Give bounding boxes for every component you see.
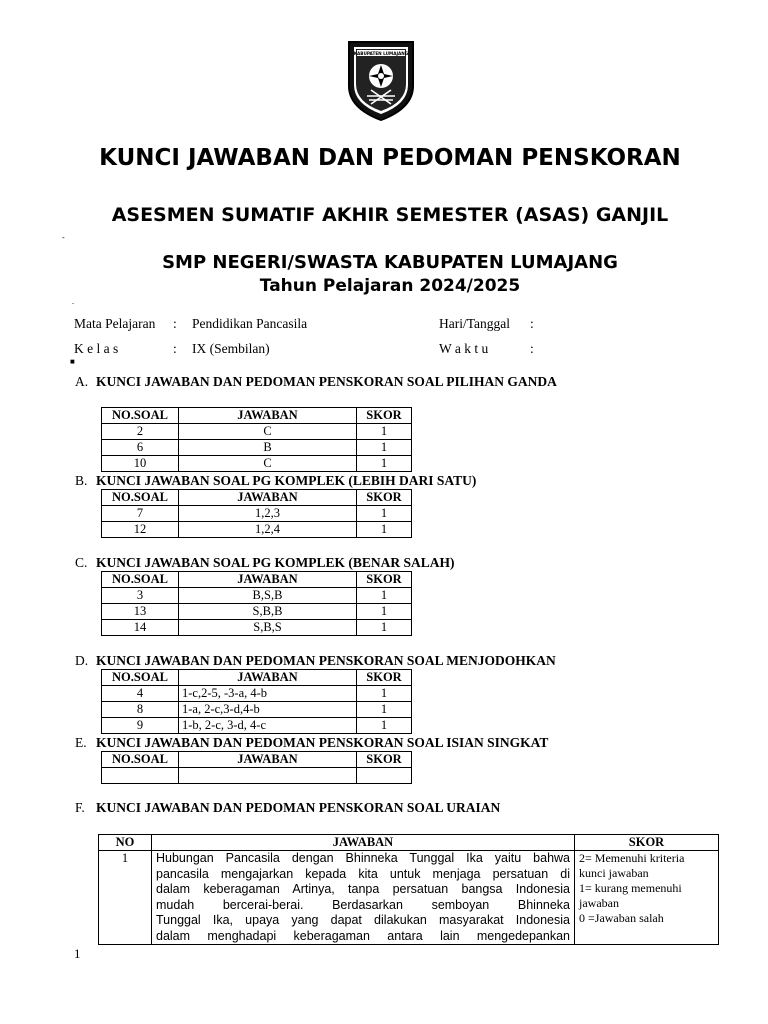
subject-label: Mata Pelajaran bbox=[74, 316, 156, 331]
header-jawaban: JAWABAN bbox=[152, 835, 575, 851]
section-b-heading bbox=[75, 473, 476, 489]
score-criterion: 2= Memenuhi kriteria kunci jawaban bbox=[579, 851, 685, 880]
cell-jawaban: C bbox=[179, 456, 357, 472]
stray-mark: - bbox=[62, 233, 65, 242]
cell-jawaban: 1-b, 2-c, 3-d, 4-c bbox=[179, 718, 357, 734]
table-row bbox=[99, 851, 719, 945]
table-header-row bbox=[102, 752, 412, 768]
table-header-row bbox=[102, 670, 412, 686]
header-no: NO.SOAL bbox=[102, 490, 179, 506]
table-header-row bbox=[102, 572, 412, 588]
cell-no: 3 bbox=[102, 588, 179, 604]
table-row bbox=[102, 604, 412, 620]
section-c-heading bbox=[75, 555, 455, 571]
section-title: KUNCI JAWABAN DAN PEDOMAN PENSKORAN SOAL PILIHAN GANDA bbox=[96, 374, 557, 389]
table-header-row bbox=[99, 835, 719, 851]
answer-line: Tunggal Ika, upaya yang dapat dilakukan masyarakat Indonesia bbox=[156, 913, 570, 927]
cell-no: 9 bbox=[102, 718, 179, 734]
cell-jawaban bbox=[179, 768, 357, 784]
essay-answer-table bbox=[98, 834, 719, 945]
header-jawaban: JAWABAN bbox=[179, 490, 357, 506]
table-row bbox=[102, 620, 412, 636]
header-no: NO.SOAL bbox=[102, 752, 179, 768]
section-title: KUNCI JAWABAN DAN PEDOMAN PENSKORAN SOAL URAIAN bbox=[96, 800, 501, 815]
document-title: KUNCI JAWABAN DAN PEDOMAN PENSKORAN bbox=[99, 145, 681, 171]
class-separator: : bbox=[173, 341, 177, 356]
subject-separator: : bbox=[173, 316, 177, 331]
page-number: 1 bbox=[74, 946, 81, 961]
cell-skor: 1 bbox=[357, 620, 412, 636]
cell-no: 13 bbox=[102, 604, 179, 620]
cell-jawaban: 1,2,3 bbox=[179, 506, 357, 522]
cell-skor: 1 bbox=[357, 424, 412, 440]
table-row bbox=[102, 718, 412, 734]
date-label: Hari/Tanggal bbox=[439, 316, 511, 331]
cell-jawaban: S,B,S bbox=[179, 620, 357, 636]
cell-skor bbox=[357, 768, 412, 784]
answer-line: dalam keberagaman Artinya, tanpa persatuan bangsa Indonesia bbox=[156, 882, 570, 896]
section-letter: A. bbox=[75, 374, 89, 389]
answer-line: mudah bercerai-berai. Berdasarkan semboyan Bhinneka bbox=[156, 897, 570, 912]
section-letter: D. bbox=[75, 653, 89, 668]
answer-line: pancasila mengajarkan kepada kita untuk menjaga persatuan di bbox=[156, 866, 570, 881]
section-title: KUNCI JAWABAN SOAL PG KOMPLEK (BENAR SALAH) bbox=[96, 555, 455, 570]
header-skor: SKOR bbox=[575, 835, 719, 851]
cell-no bbox=[102, 768, 179, 784]
header-jawaban: JAWABAN bbox=[179, 670, 357, 686]
section-title: KUNCI JAWABAN DAN PEDOMAN PENSKORAN SOAL MENJODOHKAN bbox=[96, 653, 556, 668]
header-no: NO.SOAL bbox=[102, 408, 179, 424]
answer-table-d bbox=[101, 669, 412, 734]
svg-text:KABUPATEN LUMAJANG: KABUPATEN LUMAJANG bbox=[353, 51, 409, 56]
cell-skor: 1 bbox=[357, 506, 412, 522]
section-letter: F. bbox=[75, 800, 85, 815]
cell-skor: 1 bbox=[357, 440, 412, 456]
academic-year: Tahun Pelajaran 2024/2025 bbox=[259, 276, 521, 296]
header-skor: SKOR bbox=[357, 490, 412, 506]
cell-no: 14 bbox=[102, 620, 179, 636]
document-subtitle: ASESMEN SUMATIF AKHIR SEMESTER (ASAS) GANJIL bbox=[111, 204, 669, 226]
answer-table-b bbox=[101, 489, 412, 538]
section-letter: E. bbox=[75, 735, 87, 750]
cell-jawaban: S,B,B bbox=[179, 604, 357, 620]
header-no: NO bbox=[99, 835, 152, 851]
cell-no: 4 bbox=[102, 686, 179, 702]
section-f-heading bbox=[75, 800, 500, 816]
stray-mark: . bbox=[72, 297, 74, 306]
answer-table-a bbox=[101, 407, 412, 472]
time-separator: : bbox=[530, 341, 534, 356]
cell-jawaban: 1,2,4 bbox=[179, 522, 357, 538]
answer-table-e bbox=[101, 751, 412, 784]
cell-jawaban: B,S,B bbox=[179, 588, 357, 604]
cell-jawaban: B bbox=[179, 440, 357, 456]
header-no: NO.SOAL bbox=[102, 670, 179, 686]
table-row bbox=[102, 702, 412, 718]
cell-no: 2 bbox=[102, 424, 179, 440]
table-row bbox=[102, 768, 412, 784]
header-skor: SKOR bbox=[357, 572, 412, 588]
section-d-heading bbox=[75, 653, 556, 669]
subject-value: Pendidikan Pancasila bbox=[192, 316, 308, 331]
table-row bbox=[102, 440, 412, 456]
cell-no: 12 bbox=[102, 522, 179, 538]
cell-jawaban: 1-c,2-5, -3-a, 4-b bbox=[179, 686, 357, 702]
cell-no: 10 bbox=[102, 456, 179, 472]
score-criterion: 0 =Jawaban salah bbox=[579, 911, 664, 925]
cell-skor: 1 bbox=[357, 456, 412, 472]
header-jawaban: JAWABAN bbox=[179, 408, 357, 424]
class-label: K e l a s bbox=[74, 341, 119, 356]
cell-no: 7 bbox=[102, 506, 179, 522]
table-header-row bbox=[102, 490, 412, 506]
section-letter: B. bbox=[75, 473, 88, 488]
cell-skor: 1 bbox=[357, 604, 412, 620]
cell-no: 1 bbox=[99, 851, 152, 945]
table-header-row bbox=[102, 408, 412, 424]
kabupaten-lumajang-logo bbox=[345, 34, 417, 122]
table-row bbox=[102, 424, 412, 440]
score-criterion: 1= kurang memenuhi jawaban bbox=[579, 881, 682, 910]
answer-line: Hubungan Pancasila dengan Bhinneka Tunggal Ika yaitu bahwa bbox=[156, 851, 570, 865]
header-jawaban: JAWABAN bbox=[179, 572, 357, 588]
header-jawaban: JAWABAN bbox=[179, 752, 357, 768]
table-row bbox=[102, 506, 412, 522]
cell-skor bbox=[575, 851, 719, 945]
cell-no: 8 bbox=[102, 702, 179, 718]
section-title: KUNCI JAWABAN SOAL PG KOMPLEK (LEBIH DARI SATU) bbox=[96, 473, 477, 488]
class-value: IX (Sembilan) bbox=[192, 341, 270, 356]
stray-mark: ■ bbox=[70, 357, 75, 366]
date-separator: : bbox=[530, 316, 534, 331]
answer-table-c bbox=[101, 571, 412, 636]
time-label: W a k t u bbox=[439, 341, 489, 356]
cell-skor: 1 bbox=[357, 522, 412, 538]
answer-line: dalam menghadapi keberagaman antara lain mengedepankan bbox=[156, 928, 570, 943]
table-row bbox=[102, 686, 412, 702]
table-row bbox=[102, 456, 412, 472]
section-a-heading bbox=[75, 374, 557, 390]
cell-skor: 1 bbox=[357, 718, 412, 734]
table-row bbox=[102, 522, 412, 538]
cell-skor: 1 bbox=[357, 702, 412, 718]
school-name: SMP NEGERI/SWASTA KABUPATEN LUMAJANG bbox=[162, 252, 618, 273]
header-skor: SKOR bbox=[357, 408, 412, 424]
header-no: NO.SOAL bbox=[102, 572, 179, 588]
cell-jawaban bbox=[152, 851, 575, 945]
header-skor: SKOR bbox=[357, 752, 412, 768]
table-row bbox=[102, 588, 412, 604]
section-e-heading bbox=[75, 735, 548, 751]
cell-jawaban: 1-a, 2-c,3-d,4-b bbox=[179, 702, 357, 718]
cell-skor: 1 bbox=[357, 588, 412, 604]
cell-no: 6 bbox=[102, 440, 179, 456]
section-title: KUNCI JAWABAN DAN PEDOMAN PENSKORAN SOAL ISIAN SINGKAT bbox=[96, 735, 549, 750]
header-skor: SKOR bbox=[357, 670, 412, 686]
section-letter: C. bbox=[75, 555, 88, 570]
cell-jawaban: C bbox=[179, 424, 357, 440]
cell-skor: 1 bbox=[357, 686, 412, 702]
